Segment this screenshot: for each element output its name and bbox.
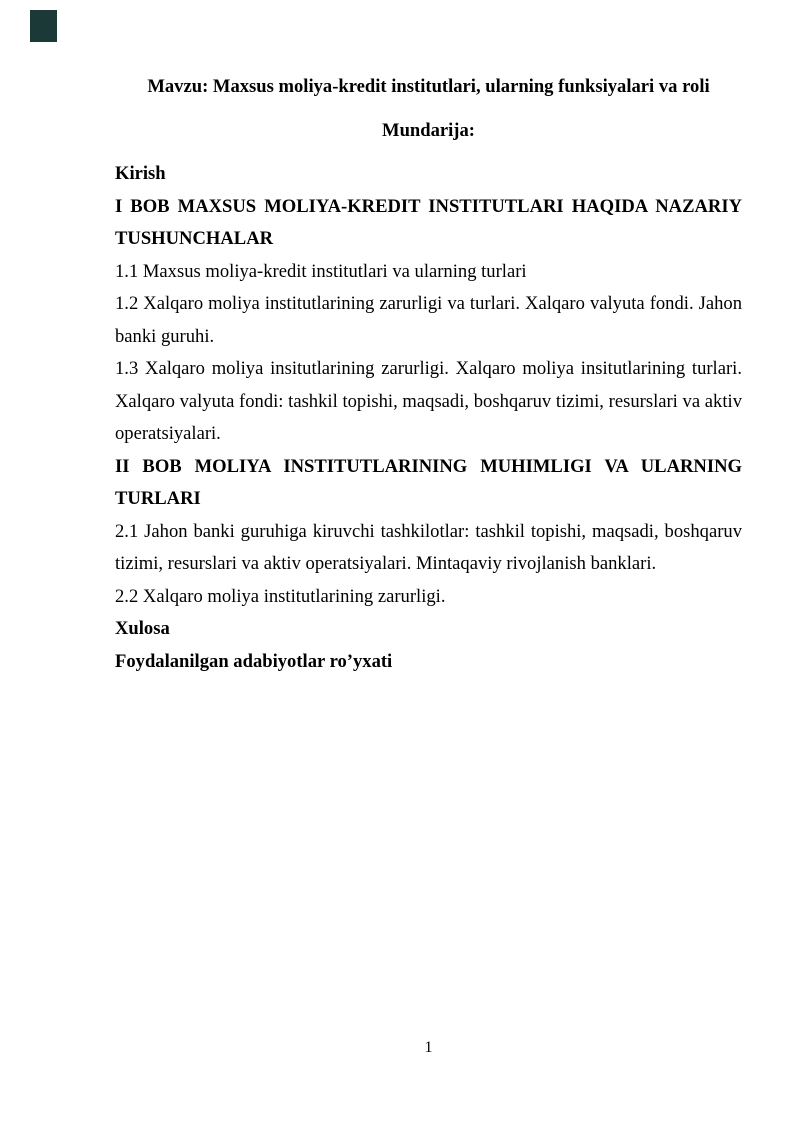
toc-item-1-1: 1.1 Maxsus moliya-kredit institutlari va ularning turlari	[115, 260, 527, 282]
toc-item-1-2: 1.2 Xalqaro moliya institutlarining zarurligi va turlari. Xalqaro valyuta fondi. Jahon banki guruhi.	[115, 293, 742, 347]
toc-list	[115, 158, 742, 678]
toc-item-kirish: Kirish	[115, 163, 166, 184]
corner-mark	[30, 10, 57, 42]
document-content	[115, 71, 742, 678]
toc-item-chapter-1: I BOB MAXSUS MOLIYA-KREDIT INSTITUTLARI HAQIDA NAZARIY TUSHUNCHALAR	[115, 195, 742, 249]
page-number: 1	[424, 1039, 433, 1056]
toc-item-2-2: 2.2 Xalqaro moliya institutlarining zarurligi.	[115, 585, 446, 607]
toc-item-1-3: 1.3 Xalqaro moliya insitutlarining zarurligi. Xalqaro moliya insitutlarining turlari. Xalqaro valyuta fondi: tashkil topishi, maqsadi, boshqaruv tizimi, resurslari va aktiv operatsiyalari.	[115, 358, 742, 444]
toc-item-xulosa: Xulosa	[115, 618, 170, 639]
document-title: Mavzu: Maxsus moliya-kredit institutlari, ularning funksiyalari va roli	[147, 76, 710, 97]
toc-item-2-1: 2.1 Jahon banki guruhiga kiruvchi tashkilotlar: tashkil topishi, maqsadi, boshqaruv tizimi, resurslari va aktiv operatsiyalari. Mintaqaviy rivojlanish banklari.	[115, 520, 742, 574]
toc-item-references: Foydalanilgan adabiyotlar ro’yxati	[115, 650, 393, 672]
toc-heading: Mundarija:	[382, 119, 475, 141]
toc-item-chapter-2: II BOB MOLIYA INSTITUTLARINING MUHIMLIGI VA ULARNING TURLARI	[115, 455, 742, 509]
